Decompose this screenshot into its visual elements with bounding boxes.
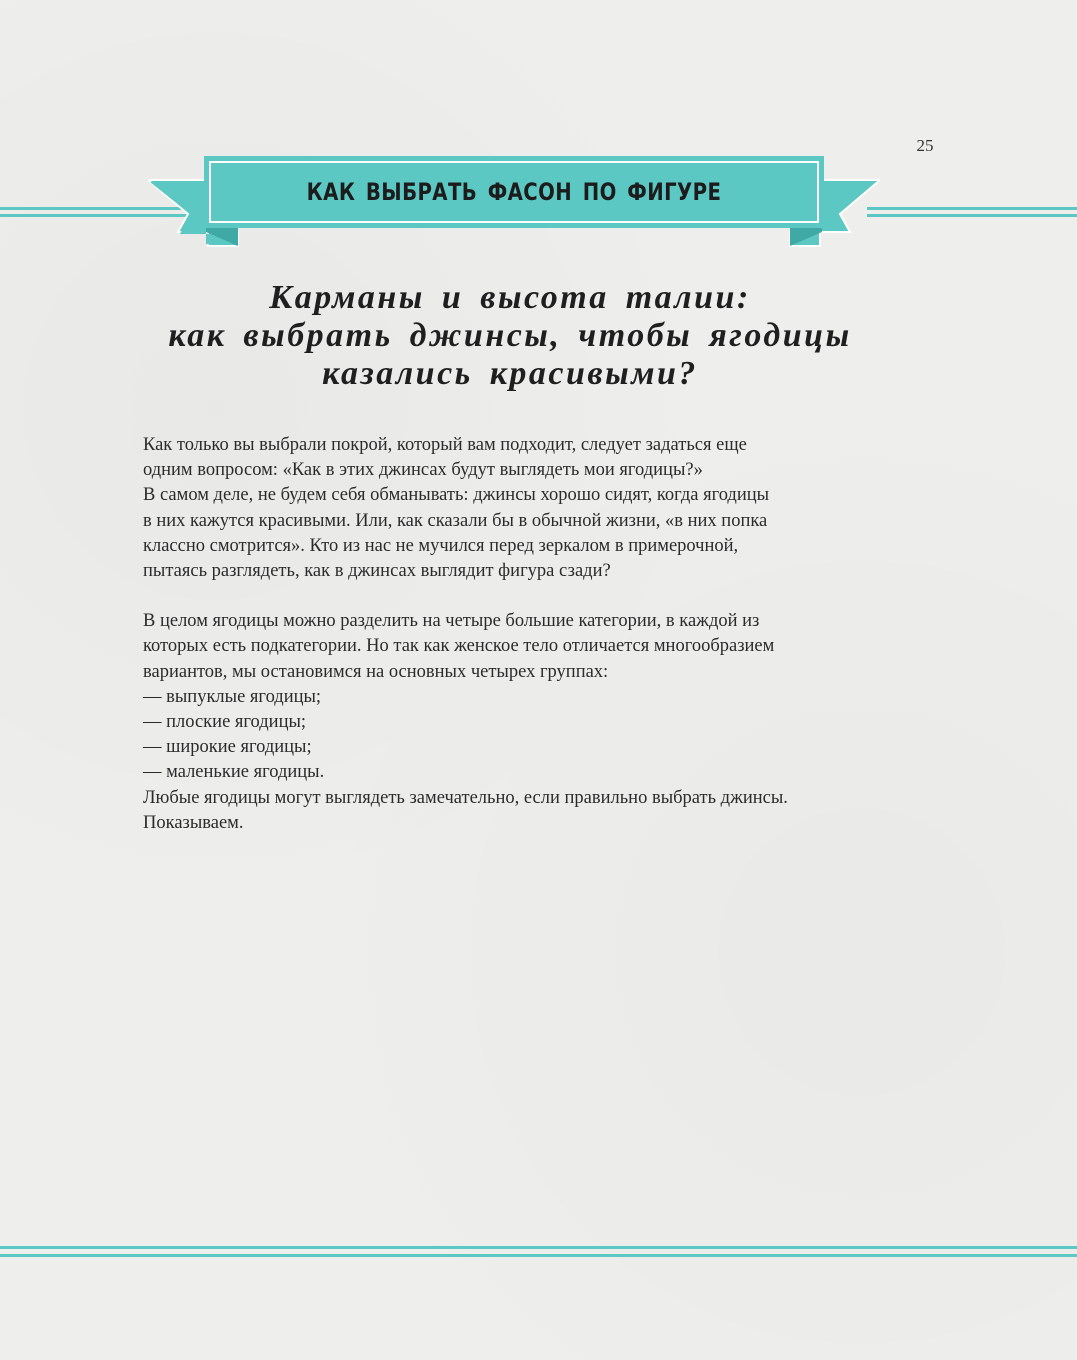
- text-line: которых есть подкатегории. Но так как женское тело отличается многообразием: [143, 636, 775, 657]
- paragraph-intro: [143, 433, 903, 584]
- article-body: [143, 433, 903, 836]
- section-title: КАК ВЫБРАТЬ ФАСОН ПО ФИГУРЕ: [306, 178, 722, 206]
- bottom-rule: [0, 1246, 1077, 1257]
- list-item: — выпуклые ягодицы;: [143, 686, 322, 707]
- paragraph-categories: [143, 609, 903, 836]
- text-line: пытаясь разглядеть, как в джинсах выглядит фигура сзади?: [143, 561, 611, 582]
- top-right-rule: [867, 207, 1077, 217]
- text-line: вариантов, мы остановимся на основных четырех группах:: [143, 661, 609, 682]
- article-heading: [140, 279, 880, 393]
- section-ribbon: [148, 156, 880, 248]
- paragraph-gap: [143, 584, 903, 609]
- text-line: в них кажутся красивыми. Или, как сказали бы в обычной жизни, «в них попка: [143, 510, 768, 531]
- text-line: классно смотрится». Кто из нас не мучился перед зеркалом в примерочной,: [143, 535, 739, 556]
- list-item: — широкие ягодицы;: [143, 737, 312, 758]
- text-line: В самом деле, не будем себя обманывать: джинсы хорошо сидят, когда ягодицы: [143, 485, 770, 506]
- heading-line: как выбрать джинсы, чтобы ягодицы: [168, 317, 852, 354]
- page-number: 25: [916, 136, 934, 155]
- text-line: В целом ягодицы можно разделить на четыре большие категории, в каждой из: [143, 611, 760, 632]
- text-line: Любые ягодицы могут выглядеть замечательно, если правильно выбрать джинсы.: [143, 787, 788, 808]
- list-item: — маленькие ягодицы.: [143, 762, 325, 783]
- text-line: Как только вы выбрали покрой, который вам подходит, следует задаться еще: [143, 435, 747, 455]
- heading-line: Карманы и высота талии:: [269, 279, 751, 316]
- list-item: — плоские ягодицы;: [143, 712, 307, 733]
- text-line: одним вопросом: «Как в этих джинсах будут выглядеть мои ягодицы?»: [143, 460, 703, 481]
- heading-line: казались красивыми?: [322, 355, 698, 392]
- text-line: Показываем.: [143, 812, 244, 833]
